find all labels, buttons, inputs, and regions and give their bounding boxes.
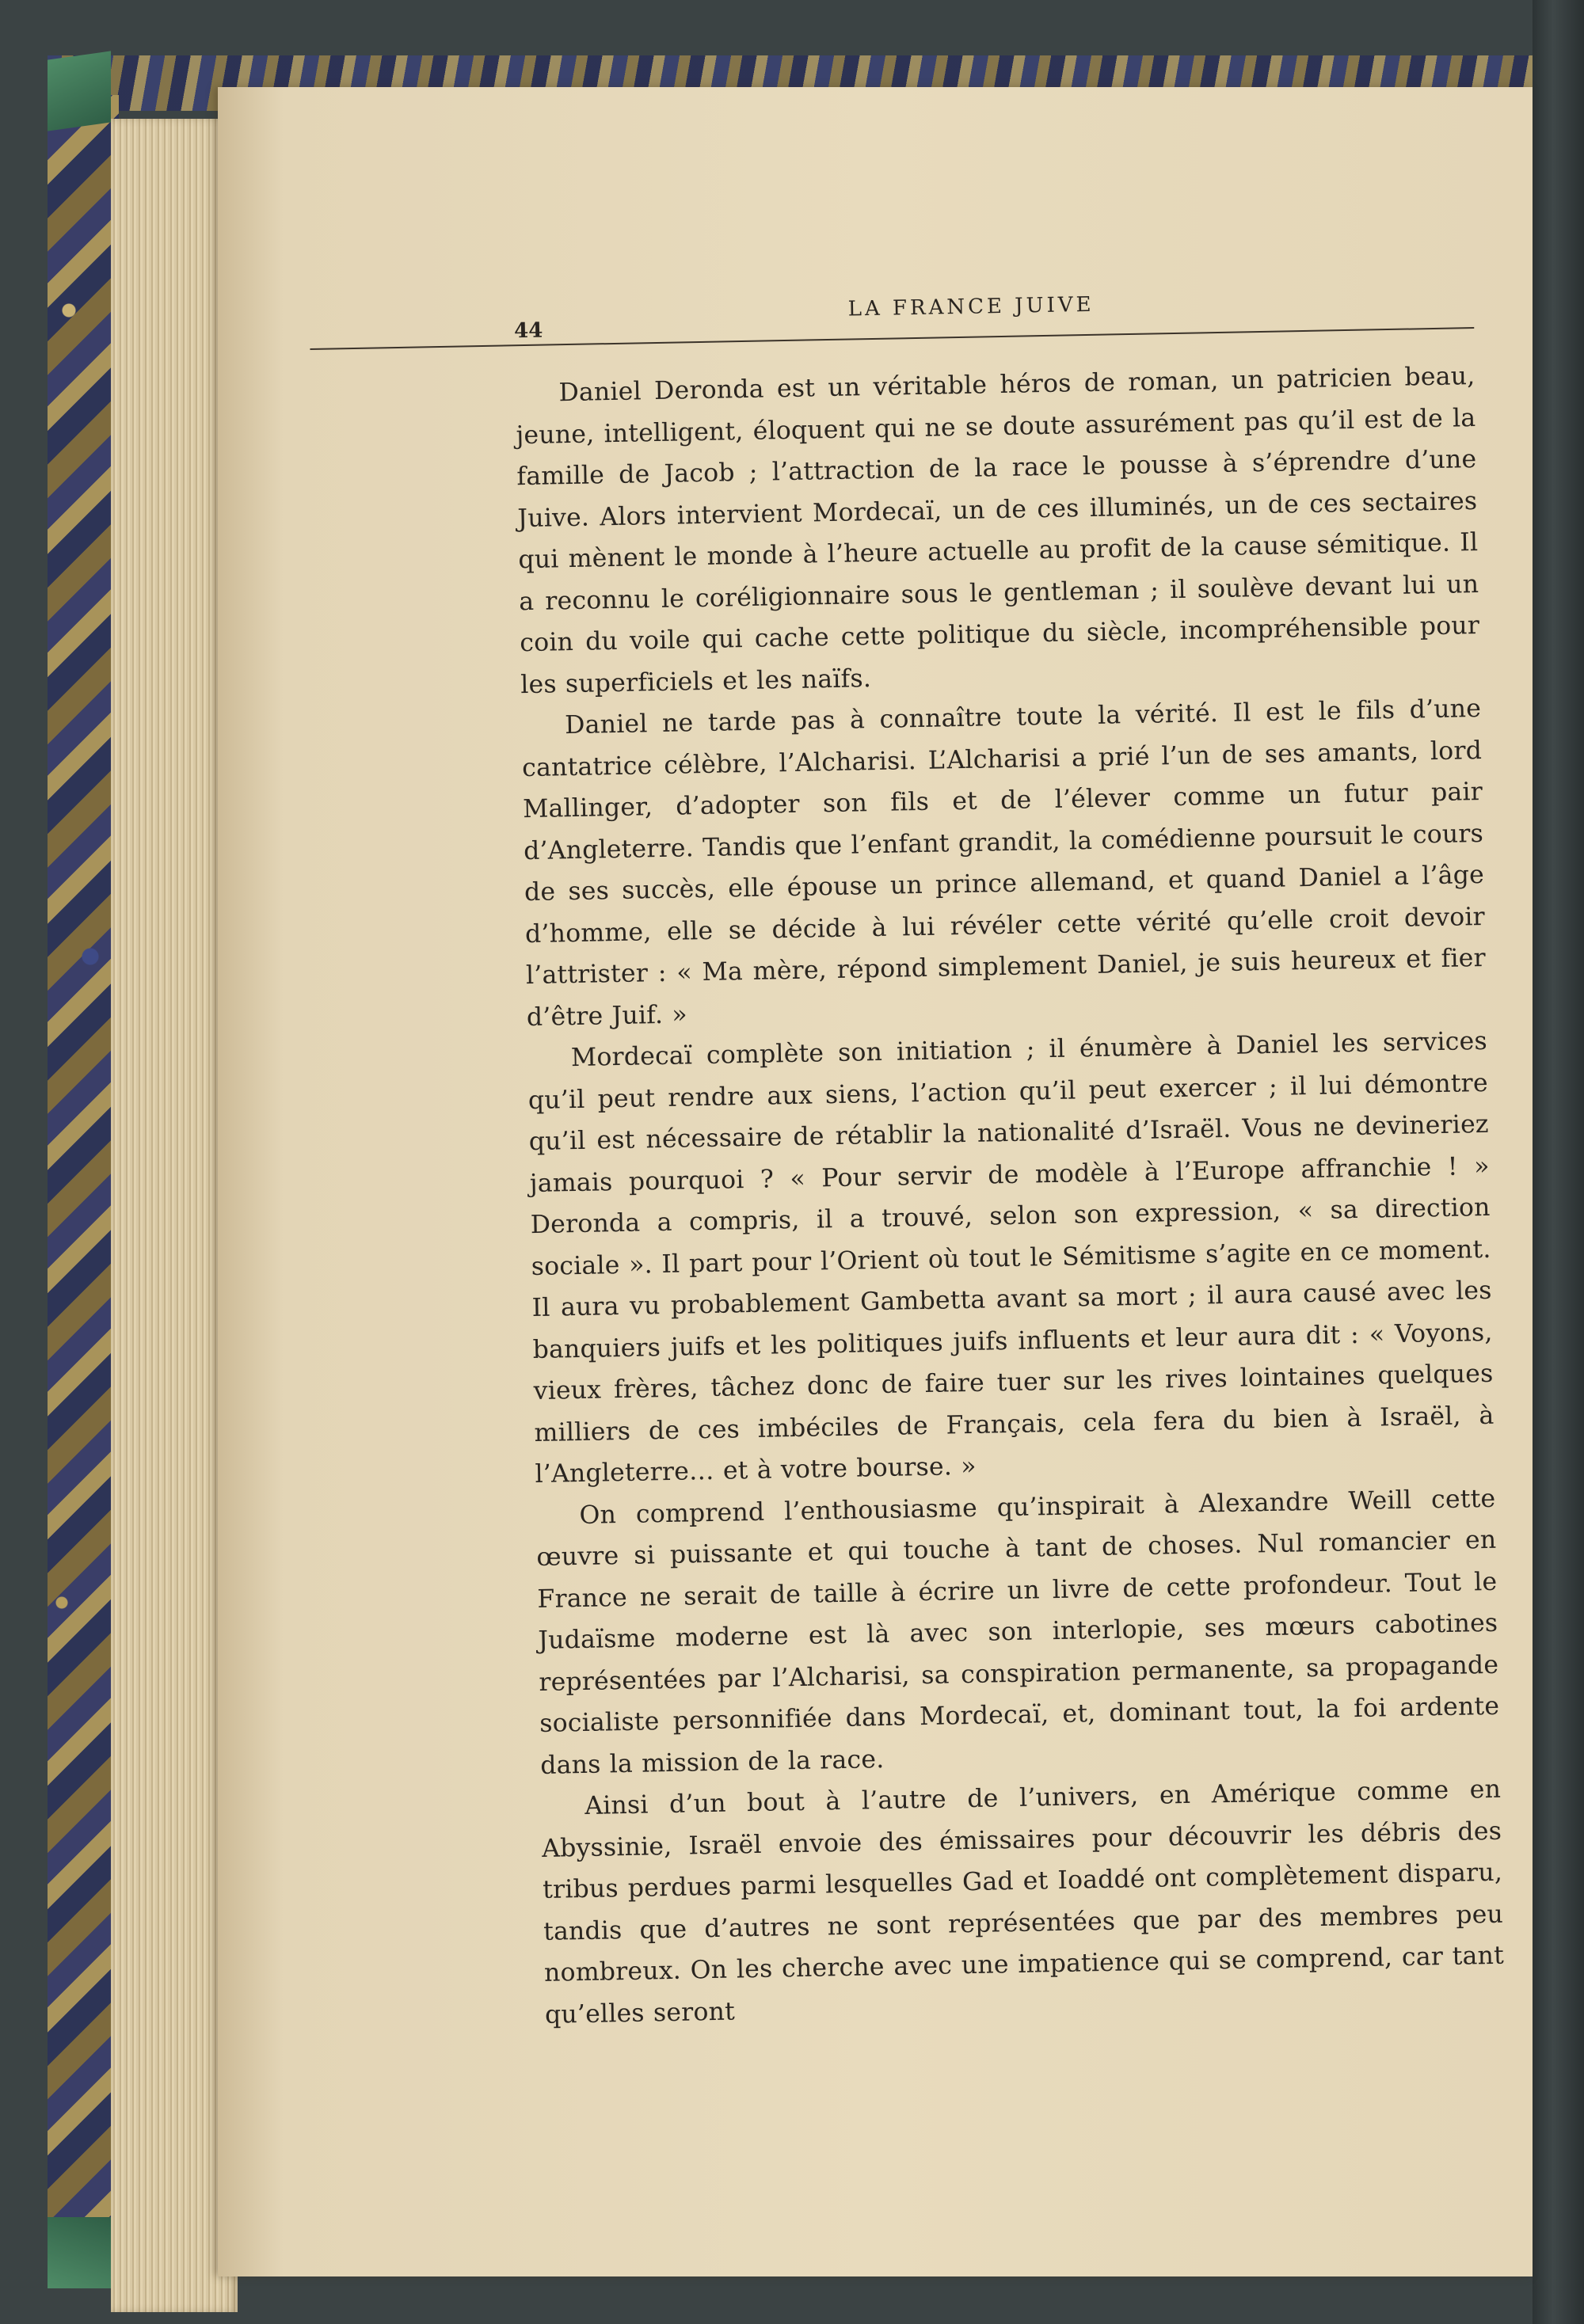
paragraph: On comprend l’enthousiasme qu’inspirait à Alexandre Weill cette œuvre si puissante et qui touche à tant de choses. Nul romancier en France ne serait de taille à écrire un livre de cette profondeur. Tout le Judaïsme moderne est là avec son interlopie, ses mœurs cabotines représentées par l’Alcharisi, sa conspiration permanente, sa propagande socialiste personnifiée dans Mordecaï, et, dominant tout, la foi ardente dans la mission de la race. [536,1484,1500,1780]
cloth-corner-top [48,51,111,131]
running-head: LA FRANCE JUIVE [847,292,1095,321]
paragraph: Daniel ne tarde pas à connaître toute la vérité. Il est le fils d’une cantatrice célèbre, l’Alcharisi. L’Alcharisi a prié l’un de ses amants, lord Mallinger, d’adopter son fils et de l’élever comme un futur pair d’Angleterre. Tandis que l’enfant grandit, la comédienne poursuit le cours de ses succès, elle épouse un prince allemand, et quand Daniel a l’âge d’homme, elle se décide à lui révéler cette vérité qu’elle croit devoir l’attrister : « Ma mère, répond simplement Daniel, je suis heureux et fier d’être Juif. » [521,694,1487,1032]
body-text [310,356,1505,2040]
page-content [309,264,1505,2040]
paragraph: Mordecaï complète son initiation ; il énumère à Daniel les services qu’il peut rendre aux siens, l’action qu’il peut exercer ; il lui démontre qu’il est nécessaire de rétablir la nationalité d’Israël. Vous ne devineriez jamais pourquoi ? « Pour servir de modèle à l’Europe affranchie ! » Deronda a compris, il a trouvé, selon son expression, « sa direction sociale ». Il part pour l’Orient où tout le Sémitisme s’agite en ce moment. Il aura vu probablement Gambetta avant sa mort ; il aura causé avec les banquiers juifs et les politiques juifs influents et leur aura dit : « Voyons, vieux frères, tâchez donc de faire tuer sur les rives lointaines quelques milliers de ces imbéciles de Français, cela fera du bien à Israël, à l’Angleterre… et à votre bourse. » [527,1026,1495,1489]
book-cover-board [1533,0,1584,2324]
cloth-corner-bottom [48,2217,111,2288]
paragraph: Daniel Deronda est un véritable héros de roman, un patricien beau, jeune, intelligent, éloquent qui ne se doute assurément pas qu’il est de la famille de Jacob ; l’attraction de la race le pousse à s’éprendre d’une Juive. Alors intervient Mordecaï, un de ces illuminés, un de ces sectaires qui mènent le monde à l’heure actuelle au profit de la cause sémitique. Il a reconnu le coréligionnaire sous le gentleman ; il soulève devant lui un coin du voile qui cache cette politique du siècle, incompréhensible pour les superficiels et les naïfs. [516,362,1480,699]
marbled-endpaper-left [48,95,119,2249]
page-number: 44 [513,318,543,344]
paragraph: Ainsi d’un bout à l’autre de l’univers, en Amérique comme en Abyssinie, Israël envoie des émissaires pour découvrir les débris des tribus perdues parmi lesquelles Gad et Ioaddé ont complètement disparu, tandis que d’autres ne sont représentées que par des membres peu nombreux. On les cherche avec une impatience qui se comprend, car tant qu’elles seront [541,1774,1505,2029]
